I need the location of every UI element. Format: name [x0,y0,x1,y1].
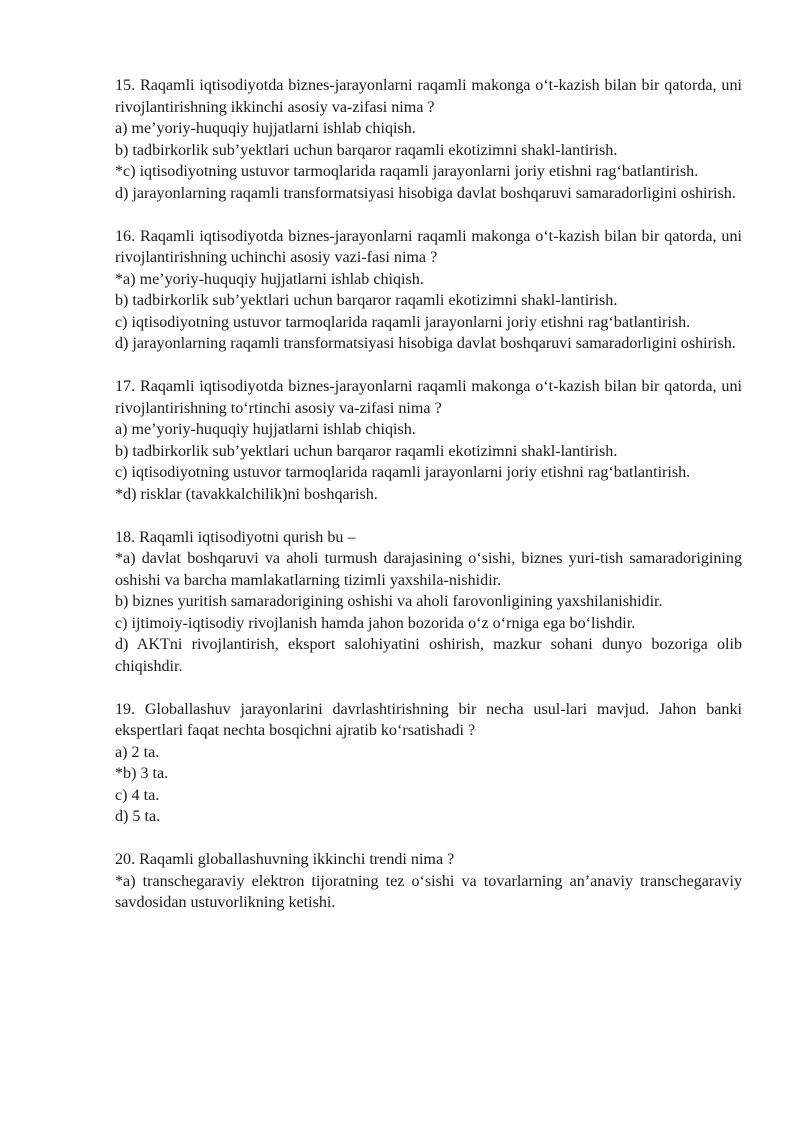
question-text: 15. Raqamli iqtisodiyotda biznes-jarayonlarni raqamli makonga o‘t-kazish bilan bir qatorda, uni rivojlantirishning ikkinchi asosiy va-zifasi nima ? [115,77,742,116]
answer-option-c: c) ijtimoiy-iqtisodiy rivojlanish hamda jahon bozorida o‘z o‘rniga ega bo‘lishdir. [115,614,636,632]
answer-option-a: a) 2 ta. [115,743,160,761]
answer-option-d: *d) risklar (tavakkalchilik)ni boshqarish. [115,485,378,503]
answer-option-a: *a) me’yoriy-huquqiy hujjatlarni ishlab chiqish. [115,270,424,288]
question-text: 18. Raqamli iqtisodiyotni qurish bu – [115,528,356,546]
answer-option-d: d) 5 ta. [115,808,161,825]
answer-option-b: b) tadbirkorlik sub’yektlari uchun barqaror raqamli ekotizimni shakl-lantirish. [115,292,618,309]
question-text: 16. Raqamli iqtisodiyotda biznes-jarayonlarni raqamli makonga o‘t-kazish bilan bir qatorda, uni rivojlantirishning uchinchi asosiy vazi-fasi nima ? [115,227,742,266]
answer-option-b: b) tadbirkorlik sub’yektlari uchun barqaror raqamli ekotizimni shakl-lantirish. [115,442,618,460]
question-text: 17. Raqamli iqtisodiyotda biznes-jarayonlarni raqamli makonga o‘t-kazish bilan bir qatorda, uni rivojlantirishning to‘rtinchi asosiy va-zifasi nima ? [115,378,742,417]
document-page [115,75,742,935]
answer-option-a: a) me’yoriy-huquqiy hujjatlarni ishlab chiqish. [115,120,416,137]
question-18 [115,527,742,678]
answer-option-d: d) jarayonlarning raqamli transformatsiyasi hisobiga davlat boshqaruvi samaradorligini oshirish. [115,184,736,202]
question-text: 19. Globallashuv jarayonlarini davrlashtirishning bir necha usul-lari mavjud. Jahon banki ekspertlari faqat nechta bosqichni ajratib ko‘rsatishadi ? [115,700,742,739]
question-text: 20. Raqamli globallashuvning ikkinchi trendi nima ? [115,851,455,868]
answer-option-a: *a) davlat boshqaruvi va aholi turmush darajasining o‘sishi, biznes yuri-tish samaradorigining oshishi va barcha mamlakatlarning tizimli yaxshila-nishidir. [115,550,742,589]
question-15 [115,75,742,204]
answer-option-c: c) 4 ta. [115,786,160,804]
answer-option-a: a) me’yoriy-huquqiy hujjatlarni ishlab chiqish. [115,421,416,438]
answer-option-c: *c) iqtisodiyotning ustuvor tarmoqlarida raqamli jarayonlarni joriy etishni rag‘batlantirish. [115,163,699,180]
answer-option-b: b) biznes yuritish samaradorigining oshishi va aholi farovonligining yaxshilanishidir. [115,593,663,610]
question-17 [115,376,742,505]
question-19 [115,699,742,828]
answer-option-d: d) AKTni rivojlantirish, eksport salohiyatini oshirish, mazkur sohani dunyo bozoriga olib chiqishdir. [115,636,742,675]
question-20 [115,849,742,914]
answer-option-b: *b) 3 ta. [115,765,169,782]
answer-option-a: *a) transchegaraviy elektron tijoratning tez o‘sishi va tovarlarning an’anaviy transchegaraviy savdosidan ustuvorlikning ketishi. [115,872,742,911]
answer-option-b: b) tadbirkorlik sub’yektlari uchun barqaror raqamli ekotizimni shakl-lantirish. [115,141,618,159]
answer-option-c: c) iqtisodiyotning ustuvor tarmoqlarida raqamli jarayonlarni joriy etishni rag‘batlantirish. [115,313,691,331]
answer-option-c: c) iqtisodiyotning ustuvor tarmoqlarida raqamli jarayonlarni joriy etishni rag‘batlantirish. [115,464,691,481]
question-16 [115,226,742,355]
answer-option-d: d) jarayonlarning raqamli transformatsiyasi hisobiga davlat boshqaruvi samaradorligini oshirish. [115,335,736,352]
